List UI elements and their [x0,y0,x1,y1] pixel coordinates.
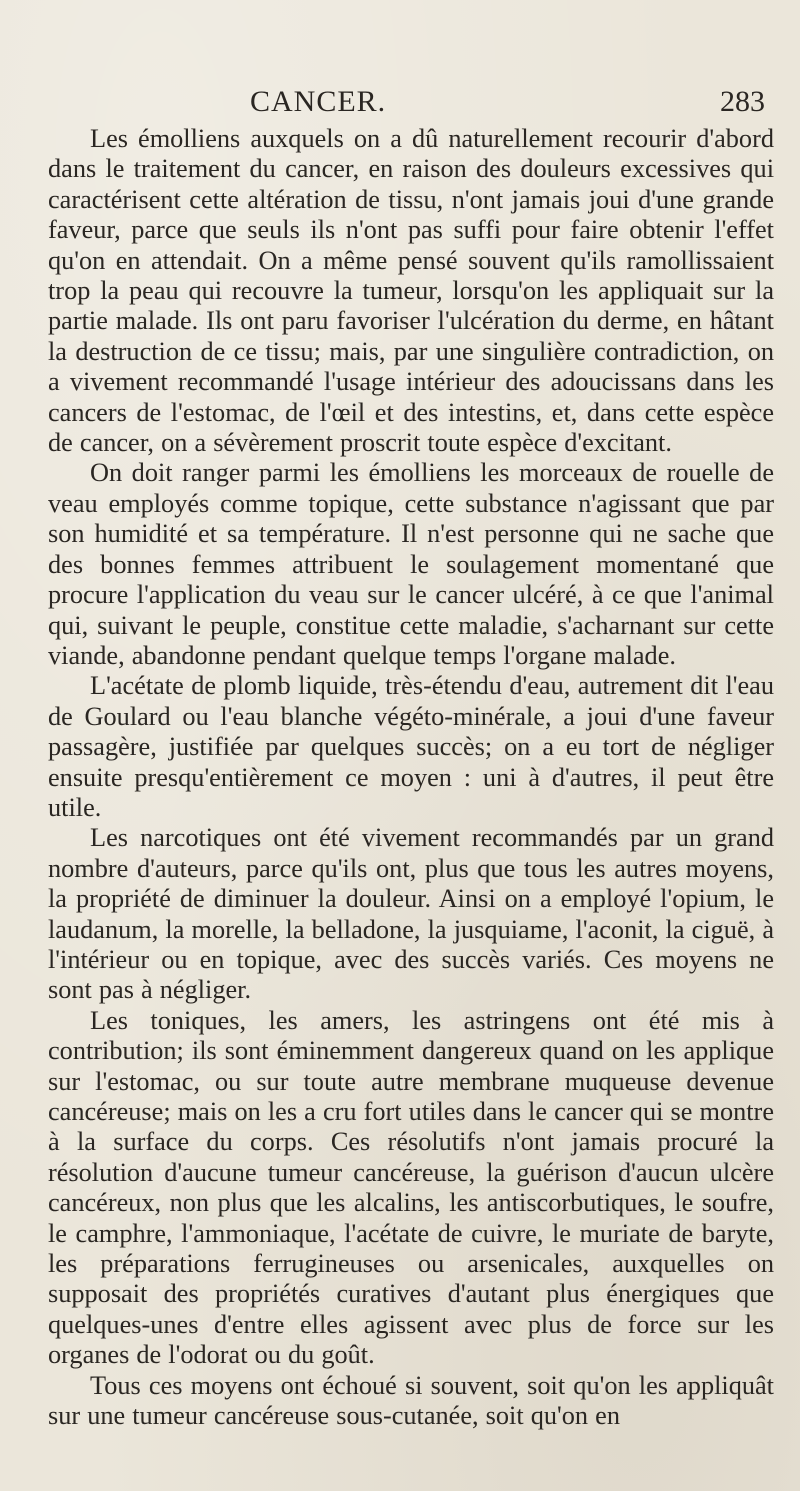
paragraph-acetate-de-plomb: L'acétate de plomb liquide, très-étendu d'eau, autrement dit l'eau de Goulard ou l'eau blanche végéto-minérale, a joui d'une faveur passagère, justifiée par quelques succès; on a eu tort de négliger ensuite presqu'entièrement ce moyen : uni à d'autres, il peut être utile. [48,671,774,822]
page-number: 283 [720,85,765,118]
page-header [0,85,800,125]
paragraph-tous-ces-moyens: Tous ces moyens ont échoué si souvent, soit qu'on les appliquât sur une tumeur cancéreuse sous-cutanée, soit qu'on en [48,1370,774,1431]
paragraph-emolliens: Les émolliens auxquels on a dû naturellement recourir d'abord dans le traitement du cancer, en raison des douleurs excessives qui caractérisent cette altération de tissu, n'ont jamais joui d'une grande faveur, parce que seuls ils n'ont pas suffi pour faire obtenir l'effet qu'on en attendait. On a même pensé souvent qu'ils ramollissaient trop la peau qui recouvre la tumeur, lorsqu'on les appliquait sur la partie malade. Ils ont paru favoriser l'ulcération du derme, en hâtant la destruction de ce tissu; mais, par une singulière contradiction, on a vivement recommandé l'usage intérieur des adoucissans dans les cancers de l'estomac, de l'œil et des intestins, et, dans cette espèce de cancer, on a sévèrement proscrit toute espèce d'excitant. [48,124,774,458]
running-head: CANCER. [250,85,387,118]
paragraph-rouelle-de-veau: On doit ranger parmi les émolliens les morceaux de rouelle de veau employés comme topique, cette substance n'agissant que par son humidité et sa température. Il n'est personne qui ne sache que des bonnes femmes attribuent le soulagement momentané que procure l'application du veau sur le cancer ulcéré, à ce que l'animal qui, suivant le peuple, constitue cette maladie, s'acharnant sur cette viande, abandonne pendant quelque temps l'organe malade. [48,458,774,670]
paragraph-narcotiques: Les narcotiques ont été vivement recommandés par un grand nombre d'auteurs, parce qu'ils ont, plus que tous les autres moyens, la propriété de diminuer la douleur. Ainsi on a employé l'opium, le laudanum, la morelle, la belladone, la jusquiame, l'aconit, la ciguë, à l'intérieur ou en topique, avec des succès variés. Ces moyens ne sont pas à négliger. [48,823,774,1005]
page-body [48,124,774,1431]
paragraph-toniques: Les toniques, les amers, les astringens ont été mis à contribution; ils sont éminemment dangereux quand on les applique sur l'estomac, ou sur toute autre membrane muqueuse devenue cancéreuse; mais on les a cru fort utiles dans le cancer qui se montre à la surface du corps. Ces résolutifs n'ont jamais procuré la résolution d'aucune tumeur cancéreuse, la guérison d'aucun ulcère cancéreux, non plus que les alcalins, les antiscorbutiques, le soufre, le camphre, l'ammoniaque, l'acétate de cuivre, le muriate de baryte, les préparations ferrugineuses ou arsenicales, auxquelles on supposait des propriétés curatives d'autant plus énergiques que quelques-unes d'entre elles agissent avec plus de force sur les organes de l'odorat ou du goût. [48,1005,774,1370]
